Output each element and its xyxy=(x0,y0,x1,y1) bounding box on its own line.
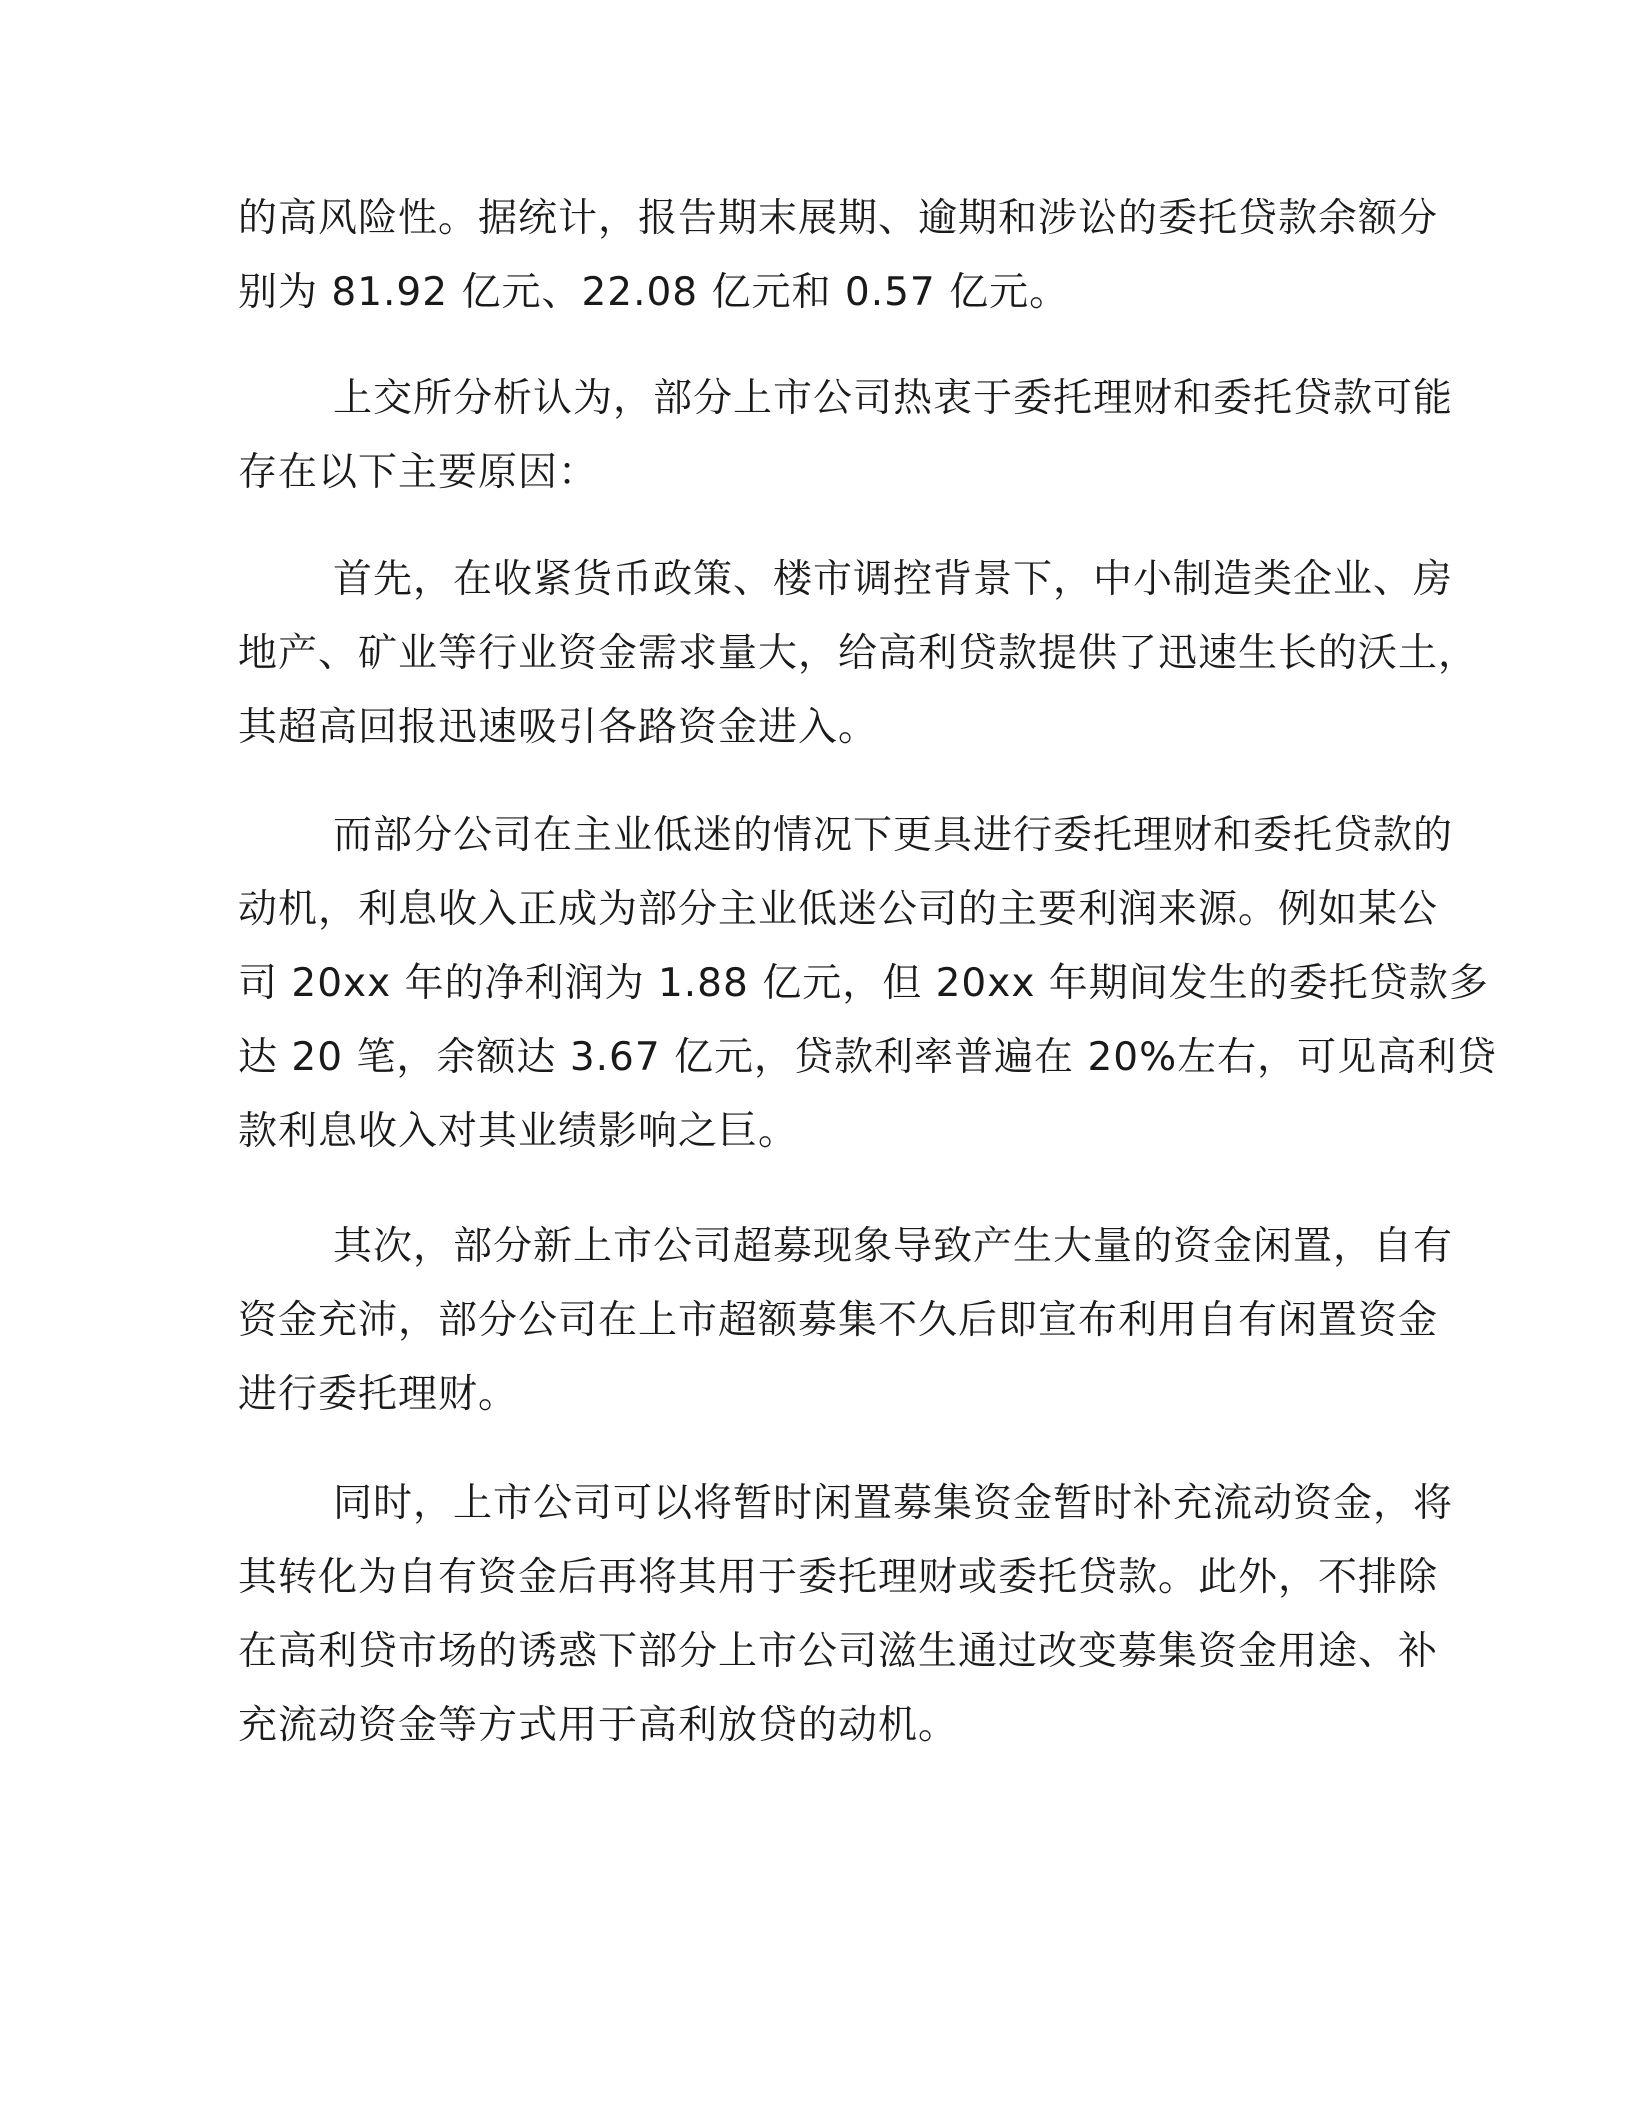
text-line: 首先，在收紧货币政策、楼市调控背景下，中小制造类企业、房 xyxy=(333,557,1454,602)
text-line: 其次，部分新上市公司超募现象导致产生大量的资金闲置，自有 xyxy=(333,1224,1454,1269)
text-line: 其超高回报迅速吸引各路资金进入。 xyxy=(238,705,879,750)
text-line: 进行委托理财。 xyxy=(238,1372,519,1417)
text-line: 别为 81.92 亿元、22.08 亿元和 0.57 亿元。 xyxy=(238,270,1070,315)
text-line: 达 20 笔，余额达 3.67 亿元，贷款利率普遍在 20%左右，可见高利贷 xyxy=(238,1035,1498,1080)
paragraph-5 xyxy=(238,1210,1454,1432)
paragraph-4 xyxy=(238,799,1498,1169)
text-line: 司 20xx 年的净利润为 1.88 亿元，但 20xx 年期间发生的委托贷款多 xyxy=(238,961,1489,1006)
text-line: 动机，利息收入正成为部分主业低迷公司的主要利润来源。例如某公 xyxy=(238,887,1439,932)
text-line: 资金充沛，部分公司在上市超额募集不久后即宣布利用自有闲置资金 xyxy=(238,1298,1439,1343)
paragraph-3 xyxy=(238,543,1479,765)
text-line: 而部分公司在主业低迷的情况下更具进行委托理财和委托贷款的 xyxy=(333,813,1454,858)
text-line: 存在以下主要原因： xyxy=(238,450,599,495)
text-line: 其转化为自有资金后再将其用于委托理财或委托贷款。此外，不排除 xyxy=(238,1555,1439,1600)
text-line: 充流动资金等方式用于高利放贷的动机。 xyxy=(238,1703,959,1748)
text-line: 款利息收入对其业绩影响之巨。 xyxy=(238,1109,799,1154)
paragraph-1 xyxy=(238,182,1439,330)
text-line: 上交所分析认为，部分上市公司热衷于委托理财和委托贷款可能 xyxy=(333,376,1454,421)
text-line: 地产、矿业等行业资金需求量大，给高利贷款提供了迅速生长的沃土， xyxy=(238,631,1479,676)
paragraph-6 xyxy=(238,1467,1454,1763)
text-line: 的高风险性。据统计，报告期末展期、逾期和涉讼的委托贷款余额分 xyxy=(238,196,1439,241)
text-line: 同时，上市公司可以将暂时闲置募集资金暂时补充流动资金，将 xyxy=(333,1481,1454,1526)
text-line: 在高利贷市场的诱惑下部分上市公司滋生通过改变募集资金用途、补 xyxy=(238,1629,1439,1674)
paragraph-2 xyxy=(238,362,1454,510)
